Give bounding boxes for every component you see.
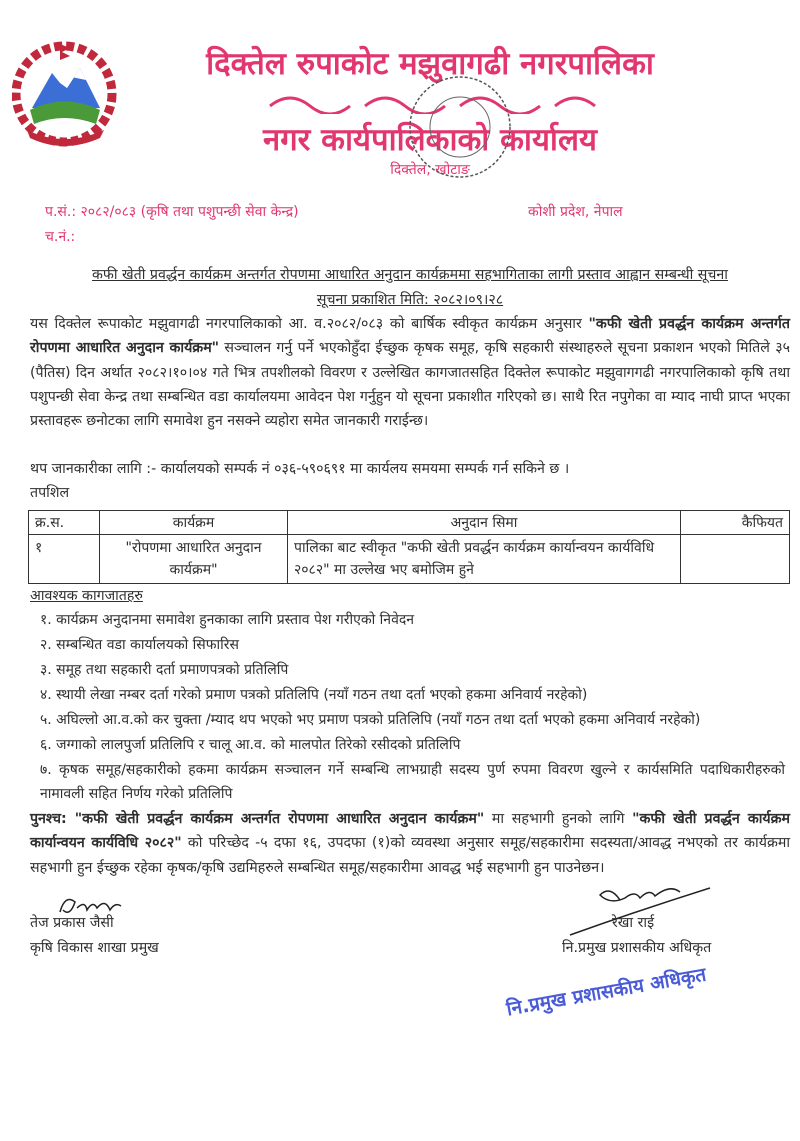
header-remarks: कैफियत (681, 511, 790, 535)
details-table (28, 510, 790, 584)
postscript-label: पुनश्च: (30, 811, 75, 827)
contact-info: थप जानकारीका लागि :- कार्यालयको सम्पर्क नं ०३६-५९०६९१ मा कार्यलय समयमा सम्पर्क गर्न सकिने छ । (30, 461, 570, 477)
document-item: ६. जग्गाको लालपुर्जा प्रतिलिपि र चालू आ.व. को मालपोत तिरेको रसीदको प्रतिलिपि (40, 737, 461, 753)
dispatch-number: च.नं.: (45, 229, 76, 245)
postscript (30, 807, 790, 880)
document-item: ३. समूह तथा सहकारी दर्ता प्रमाणपत्रको प्रतिलिपि (40, 662, 289, 678)
table-header-row (29, 511, 790, 535)
province-country: कोशी प्रदेश, नेपाल (528, 204, 623, 220)
postscript-program: "कफी खेती प्रवर्द्धन कार्यक्रम अन्तर्गत रोपणमा आधारित अनुदान कार्यक्रम" (74, 811, 485, 827)
document-item: ७. कृषक समूह/सहकारीको हकमा कार्यक्रम सञ्चालन गर्ने सम्बन्धि लाभग्राही सदस्य पुर्ण रुपमा विवरण खुल्ने र कार्यसमिति पदाधिकारीहरुको नामावली सहित निर्णय गरेको प्रतिलिपि (40, 762, 785, 802)
notice-title (30, 263, 790, 287)
postscript-text-rest: को परिच्छेद -५ दफा १६, उपदफा (१)को व्यवस्था अनुसार समूह/सहकारीमा सदस्यता/आवद्ध नभएको तर कार्यक्रमा सहभागी हुन ईच्छुक रहेका कृषक/कृषि उद्यमिहरुले सम्बन्धित समूह/सहकारीमा आवद्ध भई सहभागी हुन पाउनेछन। (30, 835, 790, 876)
office-name: नगर कार्यपालिकाको कार्यालय (263, 122, 597, 158)
cell-remarks (681, 535, 790, 584)
right-signatory-title: नि.प्रमुख प्रशासकीय अधिकृत (562, 940, 712, 956)
office-round-stamp (405, 72, 515, 182)
table-row (29, 535, 790, 584)
paragraph-start: यस दिक्तेल रूपाकोट मझुवागढी नगरपालिकाको आ. व.२०८२/०८३ को बार्षिक स्वीकृत कार्यक्रम अनुसार (30, 316, 589, 332)
paragraph-program-name: "कफी खेती प्रवर्द्धन कार्यक्रम अन्तर्गत रोपणमा आधारित अनुदान कार्यक्रम" (30, 316, 790, 357)
details-label: तपशिल (30, 485, 70, 501)
published-date (30, 288, 790, 312)
published-date-text: सूचना प्रकाशित मिति: २०८२।०९।२८ (316, 292, 504, 308)
municipality-name: दिक्तेल रुपाकोट मझुवागढी नगरपालिका (206, 46, 654, 82)
documents-heading-text: आवश्यक कागजातहरु (30, 588, 143, 604)
paragraph-rest: सञ्चालन गर्नु पर्ने भएकोहुँदा ईच्छुक कृषक समूह, कृषि सहकारी संस्थाहरुले सूचना प्रकाशन भएको मितिले ३५ (पैतिस) दिन अर्थात २०८२।१०।०४ गते भित्र तपशीलको विवरण र उल्लेखित कागजातसहित दिक्तेल रूपाकोट मझुवागगढी नगरपालिकाको कृषि तथा पशुपन्छी सेवा केन्द्र तथा सम्बन्धित वडा कार्यालयमा आवेदन पेश गर्नुहुन यो सूचना प्रकाशीत गरिएको छ। साथै रित नपुगेका वा म्याद नाघी प्राप्त भएका प्रस्तावहरू छनोटका लागि समावेश हुन नसक्ने व्यहोरा समेत जानकारी गराईन्छ। (30, 340, 790, 430)
cell-program: "रोपणमा आधारित अनुदान कार्यक्रम" (100, 535, 288, 584)
left-signatory-name: तेज प्रकास जैसी (30, 915, 114, 931)
reference-number: प.सं.: २०८२/०८३ (कृषि तथा पशुपन्छी सेवा केन्द्र) (45, 204, 299, 220)
header-program: कार्यक्रम (100, 511, 288, 535)
header-grant-limit: अनुदान सिमा (288, 511, 681, 535)
document-item: ५. अघिल्लो आ.व.को कर चुक्ता /म्याद थप भएको भए प्रमाण पत्रको प्रतिलिपि (नयाँ गठन तथा दर्ता भएको हकमा अनिवार्य नरहेको) (40, 712, 701, 728)
header-sn: क्र.स. (29, 511, 100, 535)
official-stamp: नि.प्रमुख प्रशासकीय अधिकृत (504, 963, 708, 1021)
document-item: १. कार्यक्रम अनुदानमा समावेश हुनकाका लागि प्रस्ताव पेश गरीएको निवेदन (40, 612, 415, 628)
documents-heading (30, 584, 143, 608)
left-signatory-title: कृषि विकास शाखा प्रमुख (30, 940, 159, 956)
postscript-procedure: "कफी खेती प्रवर्द्धन कार्यक्रम कार्यान्वयन कार्यविधि २०८२" (30, 811, 791, 852)
cell-grant-limit: पालिका बाट स्वीकृत "कफी खेती प्रवर्द्धन कार्यक्रम कार्यान्वयन कार्यविधि २०८२" मा उल्लेख भए बमोजिम हुने (288, 535, 681, 584)
right-signatory-name: रेखा राई (612, 915, 655, 931)
postscript-text: मा सहभागी हुनको लागि (484, 811, 633, 827)
document-item: ४. स्थायी लेखा नम्बर दर्ता गरेको प्रमाण पत्रको प्रतिलिपि (नयाँ गठन तथा दर्ता भएको हकमा अनिवार्य नरहेको) (40, 687, 588, 703)
notice-title-text: कफी खेती प्रवर्द्धन कार्यक्रम अन्तर्गत रोपणमा आधारित अनुदान कार्यक्रममा सहभागिताका लागी प्रस्ताव आह्वान सम्बन्धी सूचना (92, 267, 728, 283)
office-location: दिक्तेल, खोटाङ (390, 162, 470, 178)
notice-paragraph (30, 312, 790, 433)
nepal-emblem-logo (12, 38, 117, 150)
cell-sn: १ (29, 535, 100, 584)
document-item: २. सम्बन्धित वडा कार्यालयको सिफारिस (40, 637, 239, 653)
